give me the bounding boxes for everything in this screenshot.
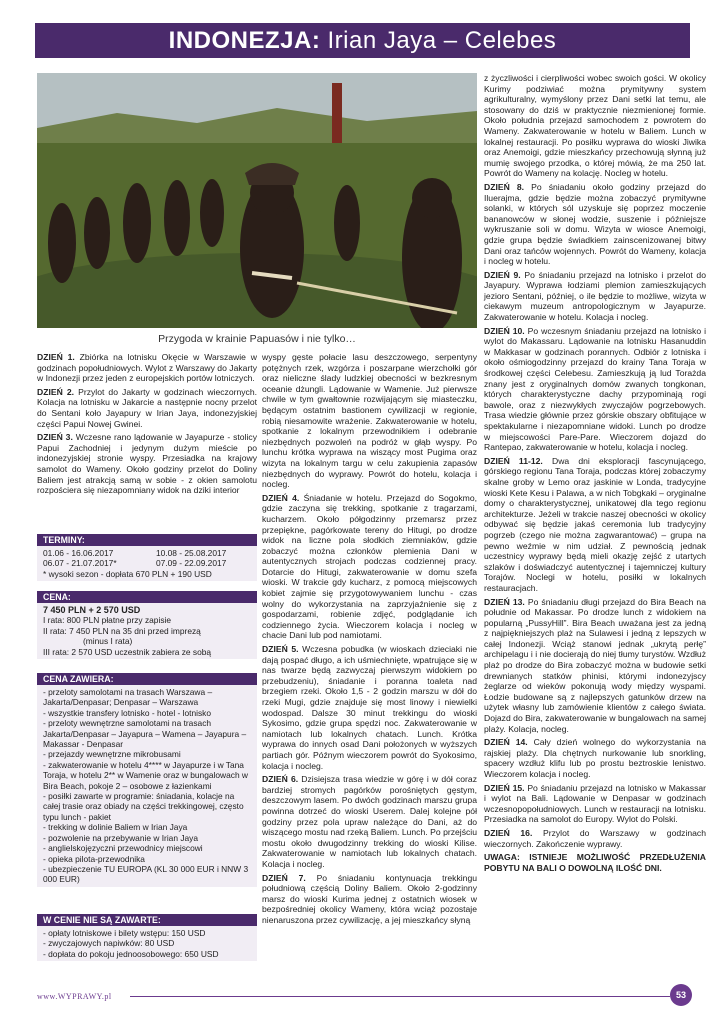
itinerary-day [262,493,477,641]
day-text: Po śniadaniu przejazd na lotnisko i przelot do Jayapury. Wyprawa łodziami plemion zamieszkujących jezioro Sentani, później, o ile będzie to możliwe, wizyta w ciekawym muzeum antropologicznym w Jayapurze. Zakwaterowanie w hotelu. Kolacja i nocleg. [484,269,706,323]
includes-box [37,673,257,887]
day-label: DZIEŃ 16. [484,827,533,838]
day-text: wyspy gęste połacie lasu deszczowego, serpentyny potężnych rzek, wzgórza i poszarpane wierzchołki gór oraz nieliczne ślady ludzkiej obecności w bezkresnym oceanie dżungli. Lądowanie w Wamenie. Już pierwsze chwile w tym gwałtownie rozwijającym się miasteczku, będącym ostatnim bastionem cywilizacji w regionie, robią niesamowite wrażenie. Zakwaterowanie w hotelu, spotkanie z lokalnym przewodnikiem i odebranie niezbędnych pozwoleń na podróż w głąb wyspy. Po lunchu krótka wyprawa na wiszący most Pugima oraz wizyta na lokalnym targu w celu zakupienia zapasów niezbędnych do wyprawy. Powrót do hotelu, kolacja i nocleg. [262,352,477,490]
itinerary-day [262,352,477,490]
day-text: Przylot do Jakarty w godzinach wieczornych. Kolacja na lotnisku w Jakarcie a następnie nocny przelot do Sentani koło Jayapury w Irian Jaya, indonezyjskiej części Papui Nowej Gwinei. [37,386,258,429]
day-text: Po śniadaniu około godziny przejazd do Iluerajma, gdzie będzie można zobaczyć prymitywne solanki, w których sól uzyskuje się poprzez moczenie bananowców w słonej wodzie, suszenie i późniejsze wykruszanie soli w domu. Wizyta w wiosce Anemoigi, gdzie grupa będzie świadkiem zainscenizowanej bitwy Dani oraz tańców wojennych. Powrót do Wameny, kolacja i nocleg w hotelu. [484,181,706,267]
includes-item: - anglielskojęzyczni przewodnicy miejscowi [43,843,203,854]
extension-notice: UWAGA: ISTNIEJE MOŻLIWOŚĆ PRZEDŁUŻENIA POBYTU NA BALI O DOWOLNĄ ILOŚĆ DNI. [484,852,706,873]
itinerary-day [484,737,706,779]
itinerary-day [484,270,706,323]
day-label: DZIEŃ 3. [37,432,73,443]
itinerary-column-3 [484,73,706,876]
itinerary-day [484,326,706,453]
itinerary-day [484,783,706,825]
day-text: Dwa dni eksploracji fascynującego, górskiego regionu Tana Toraja, podczas której zobaczymy skalne groby w Lemo oraz jaskinie w Londa, tradycyjne wioski Kete Kesu i Palawa, a w nich Tobgkaki – oryginalne domy o charakterystycznej, unikatowej dla tego regionu architekturze. Jeżeli w trakcie naszej obecności w okolicy odbywać się będzie jakaś ceremonia lub tradycyjny pogrzeb (czego nie można zagwarantować) – grupa na pewno weźmie w nim udział. Z pewnością jednak uczestnicy wyprawy będą mieli okazję zejść z utartych szlaków i doświadczyć autentycznej i tajemniczej kultury Torajów. Noclegi w hotelu, posiłki w lokalnych restauracjach. [484,455,707,593]
day-label: DZIEŃ 15. [484,782,525,793]
itinerary-day [262,873,477,926]
day-text: Przylot do Warszawy w godzinach wieczornych. Zakończenie wyprawy. [484,827,706,849]
includes-item: - ubezpieczenie TU EUROPA (KL 30 000 EUR i NNW 3 000 EUR) [43,863,249,885]
price-box [37,591,257,659]
price-line: III rata: 2 570 USD uczestnik zabiera ze sobą [43,646,212,657]
excludes-item: - dopłata do pokoju jednoosobowego: 650 USD [43,948,219,959]
day-label: DZIEŃ 7. [262,872,306,883]
includes-item: - zakwaterowanie w hotelu 4**** w Jayapurze i w Tana Toraja, w hotelu 2** w Wamenie oraz w bungalowach w Bira Beach, pokoje 2 – osobowe z łazienkami [43,759,248,791]
includes-item: - wszystkie transfery lotnisko - hotel - lotnisko [43,707,212,718]
day-text: Po śniadaniu kontynuacja trekkingu południową częścią Doliny Baliem. Około 2-godzinny marsz do wioski Kurima jednej z ostatnich wiosek w bezpośredniej okolicy Wameny, która wciąż pozostaje nienaruszona przez cywilizację, a jej mieszkańcy słyną [262,872,478,925]
term-date: 10.08 - 25.08.2017 [156,548,227,558]
term-date: 07.09 - 22.09.2017 [156,558,227,569]
term-date: 06.07 - 21.07.2017* [43,558,117,569]
itinerary-day [484,828,706,849]
day-text: Zbiórka na lotnisku Okęcie w Warszawie w godzinach popołudniowych. Wylot z Warszawy do Jakarty w Indonezji przez jeden z europejskich portów lotniczych. [37,352,257,384]
day-text: Cały dzień wolnego do wykorzystania na rajskiej plaży. Dla chętnych nurkowanie lub snorkling, spacery wzdłuż klifu lub po prostu beztroskie lenistwo. Wieczorem kolacja i nocleg. [484,737,706,779]
day-label: DZIEŃ 4. [262,492,300,503]
itinerary-day [37,352,257,384]
day-label: DZIEŃ 8. [484,181,525,192]
itinerary-day [484,597,706,735]
day-text: Wczesna pobudka (w wioskach dzieciaki nie dają pospać długo, a ich uśmiechnięte, wpatrujące się w nas twarze będą zazwyczaj pierwszym widokiem po przebudzeniu), śniadanie i poranna toaleta nad brzegiem rzeki. Około 1,5 - 2 godzin marszu w dół do rzeki Mugi, gdzie znajduje się most linowy i niewielki wodospad. Dalsze 30 minut trekkingu do wioski Sykosimo, gdzie grupa spędzi noc. Zakwaterowanie w namiotach lub lokalnych chatach. Lunch. Krótka wyprawa do innych osad Dani położonych w wyższych partiach gór. Późnym wieczorem powrót do Syokosimo, kolacja i nocleg. [262,644,478,771]
itinerary-column-1 [37,352,257,499]
itinerary-day [37,387,257,429]
photo-caption: Przygoda w krainie Papuasów i nie tylko… [158,333,356,345]
page-title-bar [35,23,690,58]
itinerary-column-2 [262,352,477,928]
price-heading: CENA: [37,591,257,603]
includes-heading: CENA ZAWIERA: [37,673,257,685]
day-text: Wczesne rano lądowanie w Jayapurze - stolicy Papui Zachodniej i jedynym dużym mieście po indonezyjskiej stronie wyspy. Przesiadka na krajowy samolot do Wameny. Około godziny przelot do Doliny Baliem jest atrakcją samą w sobie - z okien samolotu rozpościera się niezapomniany widok na dziki interior [37,432,257,496]
includes-item: - pozwolenie na przebywanie w Irian Jaya [43,832,199,843]
day-label: DZIEŃ 13. [484,596,525,607]
day-text: Po śniadaniu przejazd na lotnisko w Makassar i wylot na Bali. Lądowanie w Denpasar w godzinach wczesnopopołudniowych. Lunch w restauracji na lotnisku. Przesiadka na samolot do Europy. Wylot do Polski. [484,782,707,825]
hero-photo [37,73,477,328]
site-logo[interactable]: www.WYPRAWY.pl [37,992,112,1001]
includes-item: - przejazdy wewnętrzne mikrobusami [43,749,181,760]
itinerary-day [484,456,706,594]
includes-item: - posiłki zawarte w programie: śniadania, kolacje na całej trasie oraz obiady na części trekkingowej, często typu lunch - pakiet [43,791,244,822]
price-value: 7 450 PLN + 2 570 USD [43,605,141,615]
day-label: DZIEŃ 10. [484,325,525,336]
page-number: 53 [670,984,692,1006]
itinerary-day [37,432,257,496]
day-label: DZIEŃ 9. [484,269,521,280]
itinerary-day [484,73,706,179]
day-label: DZIEŃ 2. [37,386,75,397]
tribe-warriors-image [37,73,477,328]
day-text: Dzisiejsza trasa wiedzie w górę i w dół coraz bardziej stromych pagórków porośniętych gęstym, deszczowym lasem. Po dwóch godzinach marszu grupa powinna dotrzeć do wioski Userem. Dalej kolejne pół godziny przez pola upraw należące do Dani, aż do wiszącego mostu nad rzeką Baliem. Lunch. Po przejściu mostu około dwugodzinny trekking do wioski Kilise. Zakwaterowanie w namiotach lub lokalnych chatach. Kolacja i nocleg. [262,774,477,869]
price-line: (minus I rata) [83,636,133,647]
day-label: DZIEŃ 5. [262,644,299,655]
day-label: DZIEŃ 14. [484,737,528,748]
terms-box [37,534,257,581]
itinerary-day [484,182,706,267]
excludes-heading: W CENIE NIE SĄ ZAWARTE: [37,914,257,926]
includes-item: - opieka pilota-przewodnika [43,853,145,864]
day-text: Śniadanie w hotelu. Przejazd do Sogokmo, gdzie zaczyna się trekking, spotkanie z tragarzami, kucharzem. Około półgodzinny przemarsz przez przepiękne, pagórkowate tereny do Hitugi, po drodze widok na liczne pola słodkich ziemniaków, gdzie zobaczyć można członków plemienia Dani w autentycznych strojach podczas codziennej pracy. Dotarcie do Hitugi, zakwaterowanie w domu szefa wioski. W trakcie gdy kucharz, z pomocą miejscowych kobiet zajmie się przygotowywaniem lunchu - czas wolny do wykorzystania na zaprzyjaźnienie się z gospodarzami, robienie zdjęć, podglądanie ich codziennego życia. Wieczorem kolacja i nocleg w chacie Dani lub pod namiotami. [262,492,477,641]
itinerary-day [262,644,477,771]
day-text: Po wczesnym śniadaniu przejazd na lotnisko i wylot do Makassaru. Lądowanie na lotnisku Hasanuddin w Makkasar w godzinach porannych. Odbiór z lotniska i około ośmiogodzinny przejazd do krainy Tana Toraja w środkowej części Celebesu. Zamieszkują ją lud Torażda znany jest z oryginalnych domów zwanych tongkonan, których charakterystyczne dachy przypominają rogi bawole, oraz z niezwykłych zwyczajów pogrzebowych. Trasa wiedzie głównie przez górskie obszary obfitujące w spektakularne i niezapomniane widoki. Lunch po drodze w miejscowości Pare-Pare. Wieczorem dojazd do Rantepao, zakwaterowanie w hotelu, kolacja i nocleg. [484,325,706,453]
day-label: DZIEŃ 6. [262,774,299,785]
includes-item: - przeloty wewnętrzne samolotami na trasach Jakarta/Denpasar – Jayapura – Wamena – Jayapura – Makassar - Denpasar [43,718,247,750]
terms-note: * wysoki sezon - dopłata 670 PLN + 190 USD [43,568,212,579]
title-country: INDONEZJA: [168,27,321,54]
title-region: Irian Jaya – Celebes [327,27,557,54]
excludes-item: - opłaty lotniskowe i bilety wstępu: 150 USD [43,928,206,938]
excludes-box [37,914,257,961]
day-label: DZIEŃ 1. [37,352,75,362]
day-label: DZIEŃ 11-12. [484,455,543,466]
includes-item: - trekking w dolinie Baliem w Irian Jaya [43,822,188,833]
price-line: I rata: 800 PLN płatne przy zapisie [43,615,172,626]
term-date: 01.06 - 16.06.2017 [43,548,114,558]
terms-heading: TERMINY: [37,534,257,546]
includes-item: - przeloty samolotami na trasach Warszawa – Jakarta/Denpasar; Denpasar – Warszawa [43,687,213,708]
day-text: Po śniadaniu długi przejazd do Bira Beach na południe od Makassar. Po drodze lunch z widokiem na popularną „PussyHill”. Bira Beach uważana jest za jedną z najpiękniejszych plaż na Sulawesi i jedną z lepszych w całej Indonezji. Wciąż stanowi jednak „ukrytą perłę” archipelagu i i nie docierają do niej tłumy turystów. Wzdłuż plaż po drodze do Bira zobaczyć można w budowie setki drewnianych statków phinisi, którymi indonezyjscy żeglarze od wieków pokonują wody między wyspami. Łodzie budowane są z najlepszych gatunków drzew na użytek własny lub zamówienie klientów z całego świata. Dojazd do Bira, zakwaterowanie w bungalowach na samej plaży. Kolacja, nocleg. [484,596,706,734]
itinerary-day [262,774,477,869]
excludes-item: - zwyczajowych napiwków: 80 USD [43,938,175,949]
day-text: z życzliwości i cierpliwości wobec swoich gości. W okolicy Kurimy podziwiać można prymitywny system agrikulturalny, wymyślony przez Dani setki lat temu, ale stosowany do dziś w praktycznie niezmienionej formie. Około południa przejazd samochodem z powrotem do Wameny. Zakwaterowanie w hotelu w Baliem. Lunch w lokalnej restauracji. Po posiłku wyprawa do wioski Jiwika oraz Anemoigi, gdzie mieszkańcy przechowują słynną już mumię swojego przodka, o której mówią, że ma 250 lat. Powrót do Wameny na kolację. Nocleg w hotelu. [484,73,706,179]
footer-divider [130,996,670,997]
price-line: II rata: 7 450 PLN na 35 dni przed imprezą [43,625,201,636]
